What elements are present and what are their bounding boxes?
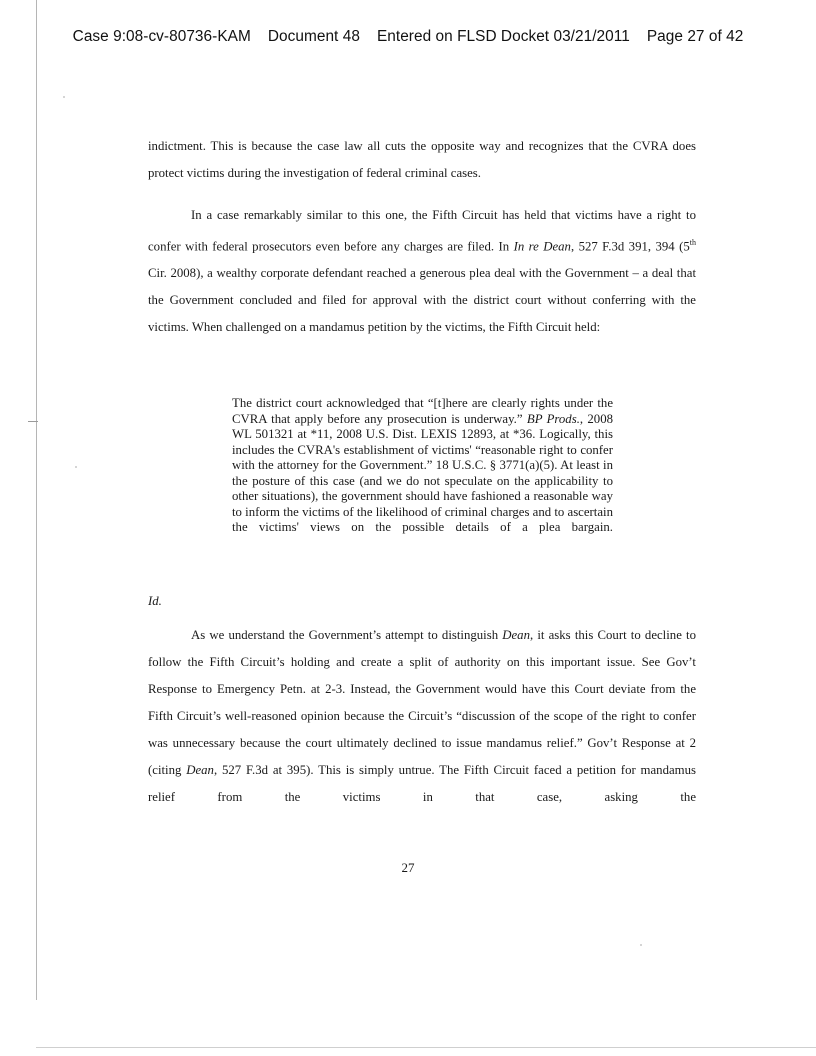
para2-text-3: Cir. 2008), a wealthy corporate defendant reached a generous plea deal with the Government – a deal that the Government concluded and filed for approval with the district court without conferring with the victims. When challenged on a mandamus petition by the victims, the Fifth Circuit held:	[148, 266, 696, 335]
docket-header	[0, 28, 816, 46]
header-entered-date: Entered on FLSD Docket 03/21/2011	[376, 28, 630, 45]
header-document-number: Document 48	[267, 28, 360, 45]
para2-text-2: , 527 F.3d 391, 394 (5	[570, 239, 690, 254]
id-citation: Id.	[148, 594, 162, 608]
quote-text-1: The district court acknowledged that “[t]here are clearly rights under the CVRA that apply before any prosecution is underway.”	[232, 396, 613, 426]
header-case-number: Case 9:08-cv-80736-KAM	[72, 28, 251, 45]
para2-text-1: In a case remarkably similar to this one, the Fifth Circuit has held that victims have a right to confer with federal prosecutors even before any charges are filed. In	[148, 208, 696, 254]
para3-text-3: , 527 F.3d at 395). This is simply untrue. The Fifth Circuit faced a petition for mandamus relief from the victims in that case, asking the	[148, 763, 696, 804]
scan-speck	[75, 466, 77, 468]
scan-speck	[63, 96, 65, 98]
case-citation-dean: Dean	[186, 763, 214, 777]
para3-text-2: , it asks this Court to decline to follow the Fifth Circuit’s holding and create a split of authority on this important issue. See Gov’t Response to Emergency Petn. at 2-3. Instead, the Government would have this Court deviate from the Fifth Circuit’s well-reasoned opinion because the Circuit’s “discussion of the scope of the right to confer was unnecessary because the court ultimately declined to issue mandamus relief.” Gov’t Response at 2 (citing	[148, 628, 696, 777]
ordinal-superscript: th	[689, 238, 696, 247]
scan-speck	[640, 944, 642, 946]
margin-tick-mark	[28, 421, 38, 422]
quote-text-2: , 2008 WL 501321 at *11, 2008 U.S. Dist. LEXIS 12893, at *36. Logically, this includes the CVRA's establishment of victims' “reasonable right to confer with the attorney for the Government.” 18 U.S.C. § 3771(a)(5). At least in the posture of this case (and we do not speculate on the applicability to other situations), the government should have fashioned a reasonable way to inform the victims of the likelihood of criminal charges and to ascertain the victims' views on the possible details of a plea bargain.	[232, 411, 613, 534]
paragraph-government-attempt	[148, 622, 696, 811]
case-citation-dean: Dean	[502, 628, 530, 642]
paragraph-fifth-circuit	[148, 202, 696, 341]
block-quotation	[232, 396, 613, 536]
header-page-count: Page 27 of 42	[646, 28, 744, 45]
case-citation-bp-prods: BP Prods.	[526, 411, 580, 426]
case-citation-in-re-dean: In re Dean	[513, 239, 571, 254]
left-margin-rule	[36, 0, 37, 1000]
paragraph-indictment: indictment. This is because the case law all cuts the opposite way and recognizes that the CVRA does protect victims during the investigation of federal criminal cases.	[148, 139, 696, 180]
bottom-edge-rule	[36, 1047, 816, 1048]
page-number: 27	[401, 860, 415, 875]
para3-text-1: As we understand the Government’s attempt to distinguish	[191, 628, 503, 642]
